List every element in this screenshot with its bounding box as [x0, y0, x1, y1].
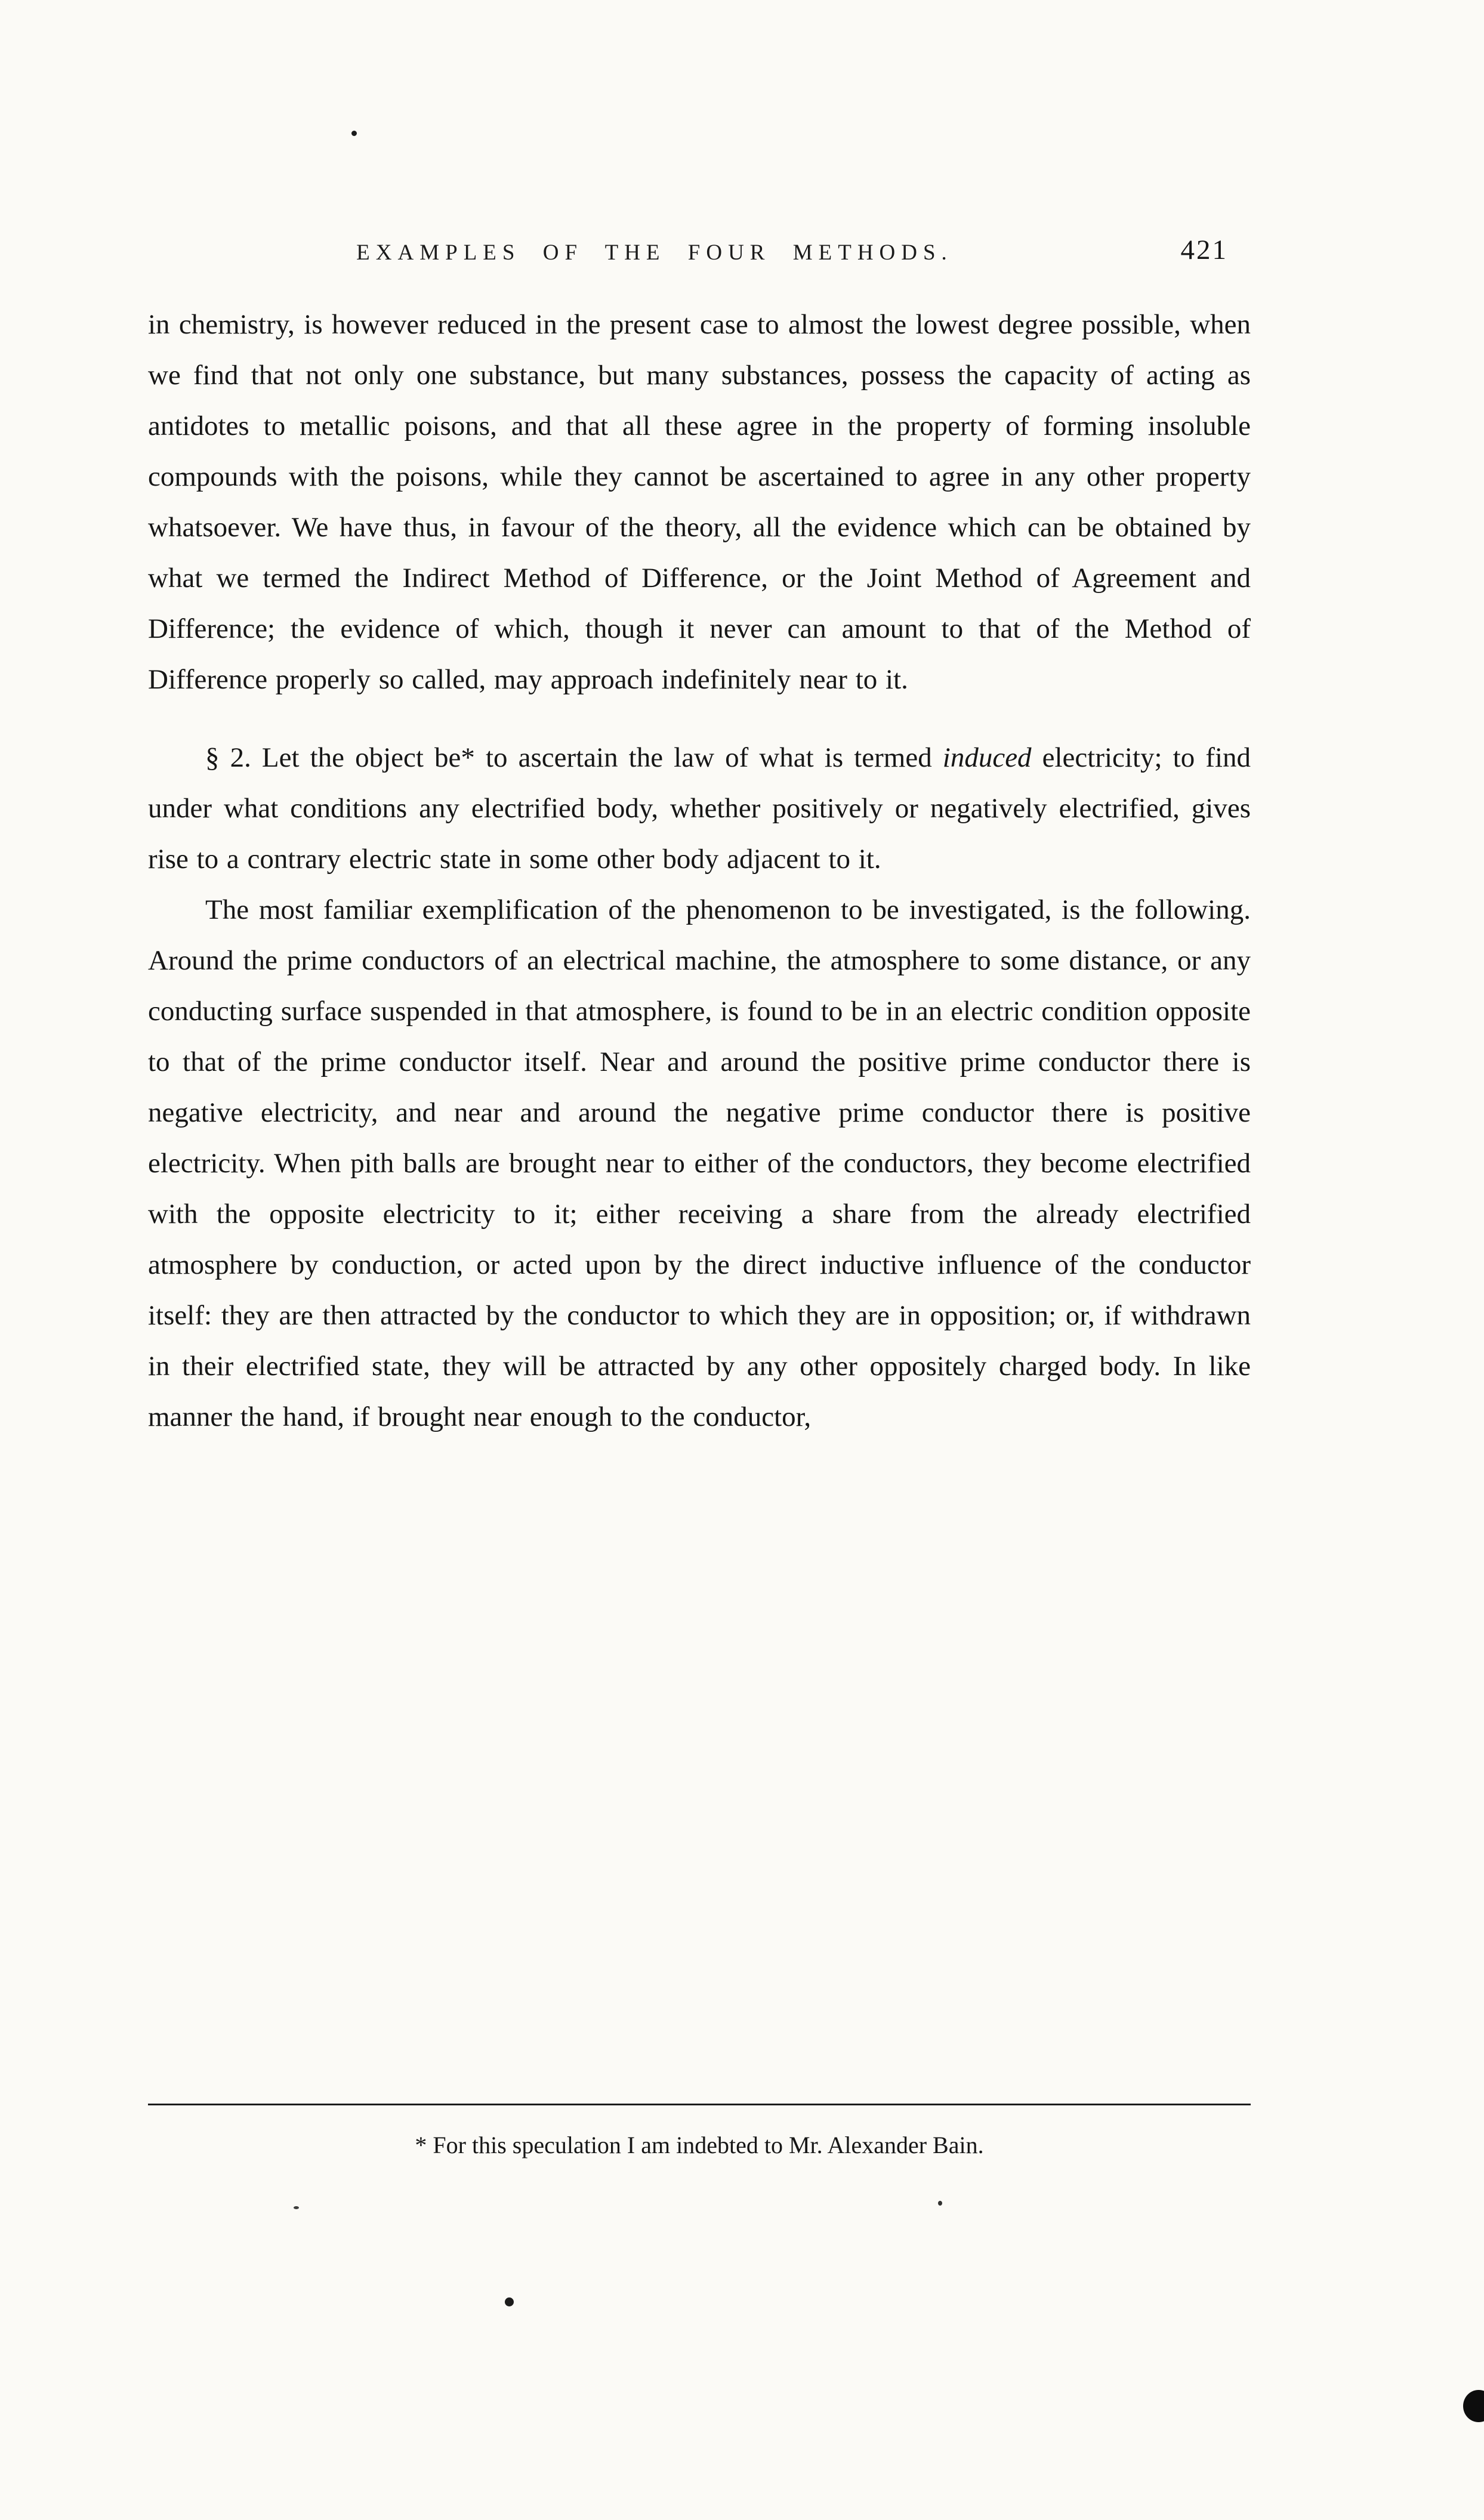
paragraph [148, 885, 1251, 1443]
text-segment: in chemistry, is however reduced in the present case to almost the lowest degree possible, when we find that not only one substance, but many substances, possess the capacity of acting as antidotes to metallic poisons, and that all these agree in the property of forming insoluble compounds with the poisons, while they cannot be ascertained to agree in any other property whatsoever. We have thus, in favour of the theory, all the evidence which can be obtained by what we termed the Indirect Method of Difference, or the Joint Method of Agreement and Difference; the evidence of which, though it never can amount to that of the Method of Difference properly so called, may approach indefinitely near to it. [148, 309, 1251, 695]
running-title: EXAMPLES OF THE FOUR METHODS. [356, 240, 953, 265]
paragraph [148, 733, 1251, 885]
text-segment: The most familiar exemplification of the phenomenon to be investigated, is the following. Around the prime conductors of an electrical machine, the atmosphere to some distance, or any conducting surface suspended in that atmosphere, is found to be in an electric condition opposite to that of the prime conductor itself. Near and around the positive prime conductor there is negative electricity, and near and around the negative prime conductor there is positive electricity. When pith balls are brought near to either of the conductors, they become electrified with the opposite electricity to it; either receiving a share from the already electrified atmosphere by conduction, or acted upon by the direct inductive influence of the conductor itself: they are then attracted by the conductor to which they are in opposition; or, if withdrawn in their electrified state, they will be attracted by any other oppositely charged body. In like manner the hand, if brought near enough to the conductor, [148, 894, 1251, 1432]
page-header [148, 234, 1251, 278]
ink-speck [294, 2206, 299, 2209]
page-edge-ink-blob [1463, 2390, 1484, 2422]
page-number: 421 [1180, 234, 1228, 265]
ink-speck [938, 2201, 942, 2206]
text-segment: electricity; to find under what conditions any electrified body, whether positively or negatively electrified, gives rise to a contrary electric state in some other body adjacent to it. [148, 742, 1251, 875]
emphasized-text: induced [942, 742, 1032, 773]
paragraph [148, 299, 1251, 705]
footnote-text: * For this speculation I am indebted to Mr. Alexander Bain. [415, 2132, 984, 2158]
body-text [148, 299, 1251, 1443]
ink-speck [351, 131, 357, 136]
footnote-rule [148, 2104, 1251, 2105]
text-segment: § 2. Let the object be* to ascertain the law of what is termed [205, 742, 943, 773]
ink-speck [505, 2297, 514, 2306]
